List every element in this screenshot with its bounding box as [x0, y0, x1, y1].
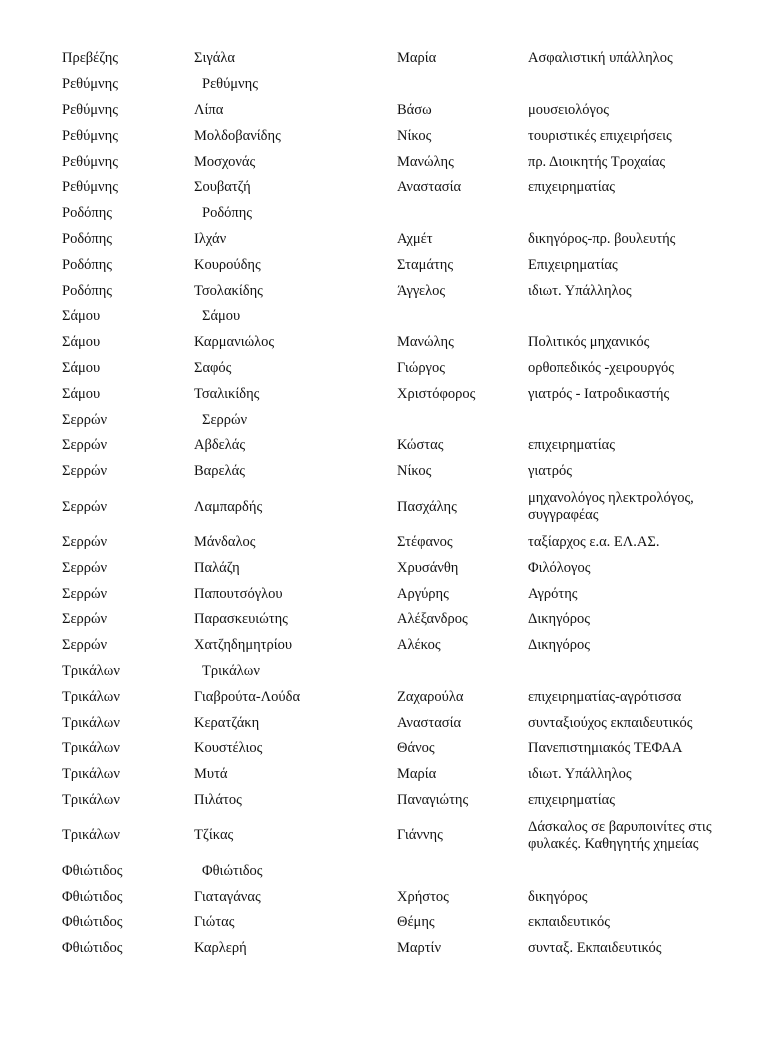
first-name-cell: Νίκος — [397, 463, 432, 480]
occupation-cell: δικηγόρος — [528, 888, 588, 905]
prefecture-cell: Σάμου — [62, 308, 101, 325]
section-header-row — [62, 304, 742, 330]
surname-cell: Καρλερή — [194, 940, 247, 957]
occupation-cell: τουριστικές επιχειρήσεις — [528, 127, 672, 144]
prefecture-cell: Ροδόπης — [62, 205, 113, 222]
surname-cell: Χατζηδημητρίου — [194, 637, 293, 654]
first-name-cell: Θάνος — [397, 740, 435, 757]
section-header-row — [62, 72, 742, 98]
surname-cell: Ιλχάν — [194, 230, 227, 247]
prefecture-cell: Σάμου — [62, 334, 101, 351]
occupation-cell — [528, 659, 742, 685]
prefecture-cell: Σάμου — [62, 359, 101, 376]
first-name-cell: Πασχάλης — [397, 498, 457, 515]
prefecture-cell: Σερρών — [62, 498, 108, 515]
table-row — [62, 356, 742, 382]
prefecture-cell: Ροδόπης — [62, 230, 113, 247]
surname-cell: Παλάζη — [194, 559, 240, 576]
occupation-cell: γιατρός — [528, 463, 572, 480]
surname-cell: Γιαβρούτα-Λούδα — [194, 688, 301, 705]
table-row — [62, 762, 742, 788]
first-name-cell: Αναστασία — [397, 179, 462, 196]
first-name-cell: Βάσω — [397, 101, 432, 118]
occupation-cell: επιχειρηματίας — [528, 179, 615, 196]
occupation-cell — [528, 304, 742, 330]
prefecture-cell: Σερρών — [62, 437, 108, 454]
occupation-cell — [528, 407, 742, 433]
prefecture-cell: Σερρών — [62, 585, 108, 602]
surname-cell: Σάμου — [202, 308, 241, 325]
table-row — [62, 381, 742, 407]
occupation-cell: Επιχειρηματίας — [528, 256, 618, 273]
occupation-cell: Δικηγόρος — [528, 637, 591, 654]
occupation-cell: Δάσκαλος σε βαρυποινίτες στις φυλακές. Καθηγητής χημείας — [528, 818, 712, 852]
table-row — [62, 123, 742, 149]
first-name-cell: Χρυσάνθη — [397, 559, 459, 576]
first-name-cell: Μαρία — [397, 766, 437, 783]
table-row — [62, 227, 742, 253]
table-body — [62, 46, 742, 962]
section-header-row — [62, 858, 742, 884]
surname-cell: Τσολακίδης — [194, 282, 263, 299]
first-name-cell — [397, 407, 528, 433]
table-row — [62, 736, 742, 762]
surname-cell: Φθιώτιδος — [202, 862, 263, 879]
occupation-cell: μουσειολόγος — [528, 101, 609, 118]
prefecture-cell: Σερρών — [62, 559, 108, 576]
first-name-cell: Μαρτίν — [397, 940, 442, 957]
surname-cell: Μάνδαλος — [194, 533, 256, 550]
table-row — [62, 459, 742, 485]
occupation-cell: Πολιτικός μηχανικός — [528, 334, 650, 351]
prefecture-cell: Σερρών — [62, 411, 108, 428]
prefecture-cell: Σερρών — [62, 637, 108, 654]
table-row — [62, 581, 742, 607]
surname-cell: Μυτά — [194, 766, 228, 783]
first-name-cell: Σταμάτης — [397, 256, 454, 273]
occupation-cell: Πανεπιστημιακός ΤΕΦΑΑ — [528, 740, 683, 757]
surname-cell: Σαφός — [194, 359, 232, 376]
occupation-cell: Φιλόλογος — [528, 559, 591, 576]
surname-cell: Βαρελάς — [194, 463, 245, 480]
section-header-row — [62, 201, 742, 227]
prefecture-cell: Τρικάλων — [62, 688, 120, 705]
prefecture-cell: Ρεθύμνης — [62, 76, 118, 93]
table-row — [62, 175, 742, 201]
surname-cell: Σιγάλα — [194, 50, 235, 67]
first-name-cell: Γιώργος — [397, 359, 445, 376]
surname-cell: Λαμπαρδής — [194, 498, 263, 515]
table-row — [62, 252, 742, 278]
first-name-cell: Χριστόφορος — [397, 385, 476, 402]
occupation-cell: δικηγόρος-πρ. βουλευτής — [528, 230, 676, 247]
table-row — [62, 149, 742, 175]
prefecture-cell: Τρικάλων — [62, 662, 120, 679]
table-row — [62, 530, 742, 556]
surname-cell: Κερατζάκη — [194, 714, 260, 731]
prefecture-cell: Σερρών — [62, 463, 108, 480]
prefecture-cell: Φθιώτιδος — [62, 914, 123, 931]
table-row — [62, 607, 742, 633]
occupation-cell: συνταξιούχος εκπαιδευτικός — [528, 714, 693, 731]
surname-cell: Σερρών — [202, 411, 248, 428]
first-name-cell: Στέφανος — [397, 533, 453, 550]
prefecture-cell: Ρεθύμνης — [62, 153, 118, 170]
prefecture-cell: Ρεθύμνης — [62, 127, 118, 144]
prefecture-cell: Ρεθύμνης — [62, 101, 118, 118]
first-name-cell: Γιάννης — [397, 827, 443, 844]
occupation-cell: Ασφαλιστική υπάλληλος — [528, 50, 673, 67]
prefecture-cell: Ρεθύμνης — [62, 179, 118, 196]
table-row — [62, 433, 742, 459]
surname-cell: Γιώτας — [194, 914, 235, 931]
first-name-cell: Άγγελος — [397, 282, 446, 299]
prefecture-cell: Ροδόπης — [62, 282, 113, 299]
first-name-cell: Αναστασία — [397, 714, 462, 731]
prefecture-cell: Ροδόπης — [62, 256, 113, 273]
occupation-cell: επιχειρηματίας — [528, 791, 615, 808]
surname-cell: Μολδοβανίδης — [194, 127, 281, 144]
first-name-cell — [397, 304, 528, 330]
section-header-row — [62, 659, 742, 685]
occupation-cell — [528, 72, 742, 98]
prefecture-cell: Φθιώτιδος — [62, 940, 123, 957]
table-row — [62, 555, 742, 581]
first-name-cell: Θέμης — [397, 914, 435, 931]
first-name-cell — [397, 72, 528, 98]
first-name-cell — [397, 659, 528, 685]
first-name-cell: Αργύρης — [397, 585, 449, 602]
section-header-row — [62, 407, 742, 433]
occupation-cell: πρ. Διοικητής Τροχαίας — [528, 153, 666, 170]
prefecture-cell: Τρικάλων — [62, 766, 120, 783]
occupation-cell: εκπαιδευτικός — [528, 914, 611, 931]
prefecture-cell: Τρικάλων — [62, 714, 120, 731]
occupation-cell: ορθοπεδικός -χειρουργός — [528, 359, 674, 376]
occupation-cell: ιδιωτ. Υπάλληλος — [528, 282, 632, 299]
first-name-cell — [397, 858, 528, 884]
first-name-cell: Ζαχαρούλα — [397, 688, 464, 705]
surname-cell: Μοσχονάς — [194, 153, 256, 170]
surname-cell: Ρεθύμνης — [202, 76, 258, 93]
first-name-cell — [397, 201, 528, 227]
table-row — [62, 788, 742, 814]
surname-cell: Τσαλικίδης — [194, 385, 260, 402]
surname-cell: Ροδόπης — [202, 205, 253, 222]
occupation-cell: επιχειρηματίας-αγρότισσα — [528, 688, 682, 705]
occupation-cell — [528, 201, 742, 227]
first-name-cell: Αλέκος — [397, 637, 441, 654]
table-row — [62, 884, 742, 910]
prefecture-cell: Τρικάλων — [62, 791, 120, 808]
first-name-cell: Παναγιώτης — [397, 791, 469, 808]
first-name-cell: Χρήστος — [397, 888, 449, 905]
table-row — [62, 710, 742, 736]
occupation-cell: Αγρότης — [528, 585, 578, 602]
occupation-cell: Δικηγόρος — [528, 611, 591, 628]
prefecture-cell: Τρικάλων — [62, 827, 120, 844]
surname-cell: Παπουτσόγλου — [194, 585, 283, 602]
prefecture-cell: Σάμου — [62, 385, 101, 402]
surname-cell: Σουβατζή — [194, 179, 251, 196]
surname-cell: Γιαταγάνας — [194, 888, 261, 905]
prefecture-cell: Σερρών — [62, 611, 108, 628]
occupation-cell: ταξίαρχος ε.α. ΕΛ.ΑΣ. — [528, 533, 660, 550]
first-name-cell: Αχμέτ — [397, 230, 433, 247]
surname-cell: Αβδελάς — [194, 437, 246, 454]
occupation-cell: συνταξ. Εκπαιδευτικός — [528, 940, 662, 957]
surname-cell: Κουστέλιος — [194, 740, 263, 757]
first-name-cell: Μανώλης — [397, 334, 454, 351]
occupation-cell: επιχειρηματίας — [528, 437, 615, 454]
occupation-cell: μηχανολόγος ηλεκτρολόγος, συγγραφέας — [528, 490, 694, 524]
prefecture-cell: Φθιώτιδος — [62, 862, 123, 879]
prefecture-cell: Πρεβέζης — [62, 50, 119, 67]
prefecture-cell: Σερρών — [62, 533, 108, 550]
table-row — [62, 684, 742, 710]
occupation-cell: ιδιωτ. Υπάλληλος — [528, 766, 632, 783]
table-row — [62, 278, 742, 304]
occupation-cell: γιατρός - Ιατροδικαστής — [528, 385, 670, 402]
first-name-cell: Αλέξανδρος — [397, 611, 468, 628]
first-name-cell: Νίκος — [397, 127, 432, 144]
first-name-cell: Μανώλης — [397, 153, 454, 170]
table-row — [62, 813, 742, 858]
surname-cell: Κουρούδης — [194, 256, 261, 273]
surname-cell: Πιλάτος — [194, 791, 242, 808]
surname-cell: Τρικάλων — [202, 662, 260, 679]
table-row — [62, 936, 742, 962]
first-name-cell: Μαρία — [397, 50, 437, 67]
table-row — [62, 485, 742, 530]
surname-cell: Παρασκευιώτης — [194, 611, 288, 628]
surname-cell: Τζίκας — [194, 827, 234, 844]
occupation-cell — [528, 858, 742, 884]
surname-cell: Καρμανιώλος — [194, 334, 275, 351]
table-row — [62, 330, 742, 356]
first-name-cell: Κώστας — [397, 437, 444, 454]
surname-cell: Λίπα — [194, 101, 224, 118]
prefecture-cell: Φθιώτιδος — [62, 888, 123, 905]
table-row — [62, 910, 742, 936]
table-row — [62, 98, 742, 124]
candidates-table — [62, 46, 742, 962]
table-row — [62, 633, 742, 659]
table-row — [62, 46, 742, 72]
prefecture-cell: Τρικάλων — [62, 740, 120, 757]
